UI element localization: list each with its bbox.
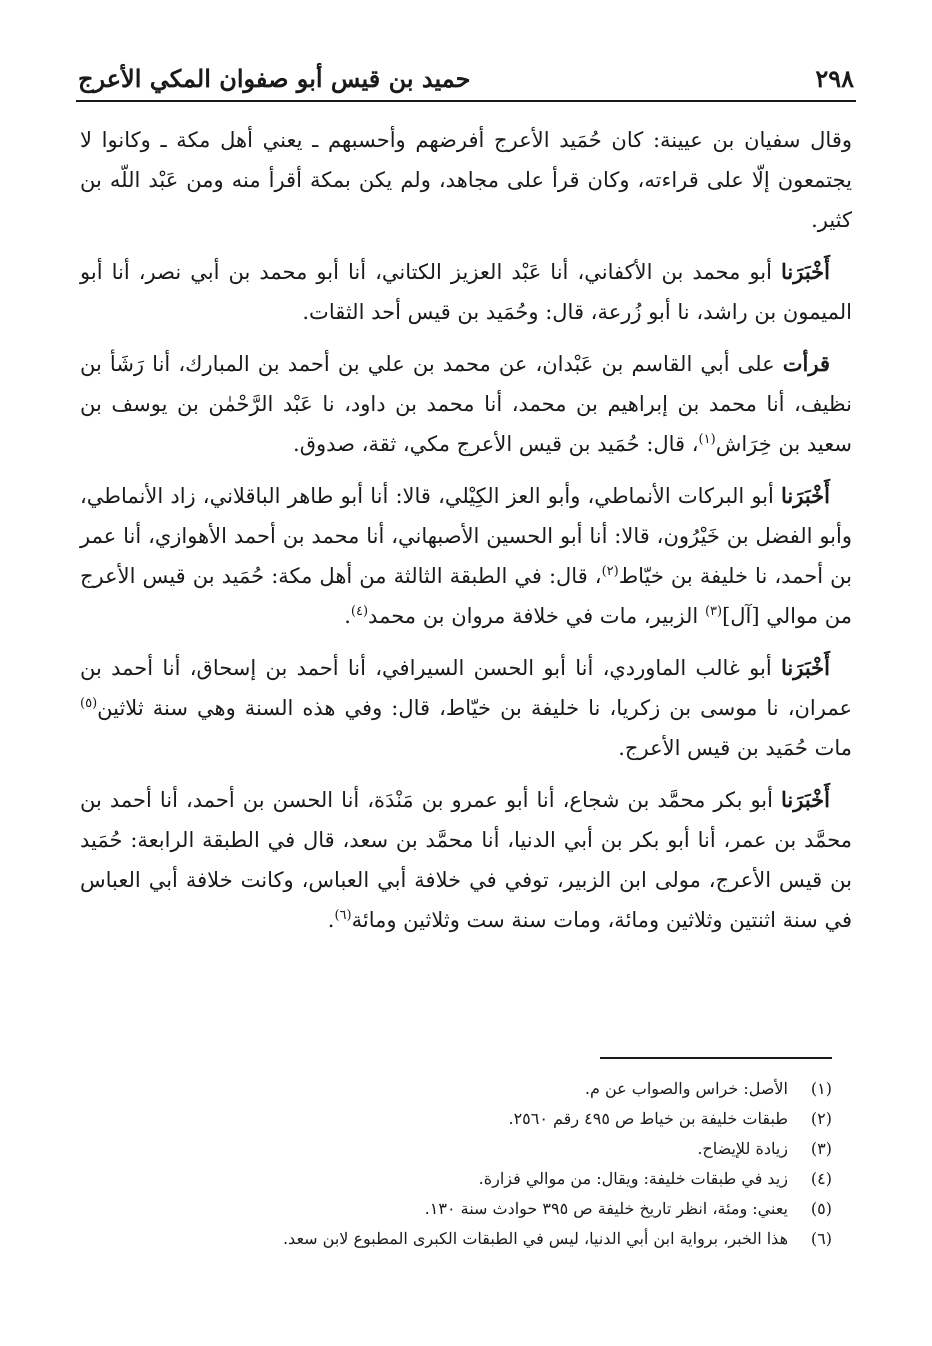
footnote-ref[interactable]: (٤)	[350, 604, 369, 619]
paragraph-text: أبو محمد بن الأكفاني، أنا عَبْد العزيز الكتاني، أنا أبو محمد بن أبي نصر، أنا أبو الميمون بن راشد، نا أبو زُرعة، قال: وحُمَيد بن قيس أحد الثقات.	[80, 260, 852, 324]
footnote-text: زيادة للإيضاح.	[697, 1139, 788, 1158]
paragraph-lead: أَخْبَرَنا	[781, 483, 830, 508]
paragraph-3	[80, 344, 852, 464]
footnote-number: (٤)	[810, 1169, 832, 1188]
footnote-item	[90, 1194, 832, 1224]
paragraph-text-cont: الزبير، مات في خلافة مروان بن محمد	[368, 604, 705, 628]
footnote-number: (٦)	[810, 1229, 832, 1248]
footnote-ref[interactable]: (٦)	[334, 908, 352, 923]
paragraph-1	[80, 120, 852, 240]
footnote-number: (٥)	[810, 1199, 832, 1218]
footnote-item	[90, 1104, 832, 1134]
paragraph-text-cont: ، قال: في الطبقة الثالثة من أهل مكة: حُمَيد بن قيس الأعرج من موالي [آل]	[80, 564, 852, 628]
footnote-item	[90, 1134, 832, 1164]
paragraph-text-cont: .	[327, 908, 335, 932]
paragraph-lead: قرأت	[782, 351, 830, 376]
paragraph-text-cont: .	[344, 604, 351, 628]
paragraph-text: أبو غالب الماوردي، أنا أبو الحسن السيرافي، أنا أحمد بن إسحاق، أنا أحمد بن عمران، نا موسى بن زكريا، نا خليفة بن خيّاط، قال: وفي هذه السنة وهي سنة ثلاثين	[80, 656, 852, 720]
footnote-text: الأصل: خراس والصواب عن م.	[584, 1079, 788, 1098]
footnote-rule	[600, 1057, 832, 1059]
footnote-ref[interactable]: (٢)	[601, 564, 619, 579]
footnote-item	[90, 1074, 832, 1104]
page-header	[78, 58, 854, 98]
footnote-ref[interactable]: (١)	[698, 432, 716, 447]
footnotes	[90, 1074, 832, 1254]
paragraph-lead: أَخْبَرَنا	[781, 655, 830, 680]
footnote-ref[interactable]: (٥)	[80, 696, 98, 711]
paragraph-text-cont: مات حُمَيد بن قيس الأعرج.	[618, 736, 852, 760]
footnote-item	[90, 1224, 832, 1254]
paragraph-text: وقال سفيان بن عيينة: كان حُمَيد الأعرج أفرضهم وأحسبهم ـ يعني أهل مكة ـ وكانوا لا يجتمعون إلّا على قراءته، وكان قرأ على مجاهد، ولم يكن بمكة أقرأ منه ومن عَبْد اللّه بن كثير.	[80, 128, 852, 232]
paragraph-2	[80, 252, 852, 332]
paragraph-6	[80, 780, 852, 940]
footnote-text: طبقات خليفة بن خياط ص ٤٩٥ رقم ٢٥٦٠.	[508, 1109, 788, 1128]
footnote-number: (٣)	[810, 1139, 832, 1158]
paragraph-lead: أَخْبَرَنا	[781, 787, 830, 812]
footnote-text: يعني: ومئة، انظر تاريخ خليفة ص ٣٩٥ حوادث سنة ١٣٠.	[424, 1199, 788, 1218]
paragraph-lead: أَخْبَرَنا	[781, 259, 830, 284]
footnote-text: هذا الخبر، برواية ابن أبي الدنيا، ليس في الطبقات الكبرى المطبوع لابن سعد.	[282, 1229, 788, 1248]
paragraph-text: على أبي القاسم بن عَبْدان، عن محمد بن علي بن أحمد بن المبارك، أنا رَشَأ بن نظيف، أنا محمد بن إبراهيم بن محمد، أنا محمد بن داود، نا عَبْد الرَّحْمٰن بن يوسف بن سعيد بن خِرَاش	[80, 352, 852, 456]
footnote-number: (٢)	[810, 1109, 832, 1128]
paragraph-text: أبو بكر محمَّد بن شجاع، أنا أبو عمرو بن مَنْدَة، أنا الحسن بن أحمد، أنا أحمد بن محمَّد بن عمر، أنا أبو بكر بن أبي الدنيا، أنا محمَّد بن سعد، قال في الطبقة الرابعة: حُمَيد بن قيس الأعرج، مولى ابن الزبير، توفي في خلافة أبي العباس، وكانت خلافة أبي العباس في سنة اثنتين وثلاثين ومائة، ومات سنة ست وثلاثين ومائة	[80, 788, 852, 932]
footnote-item	[90, 1164, 832, 1194]
footnote-ref[interactable]: (٣)	[704, 604, 723, 619]
running-title: حميد بن قيس أبو صفوان المكي الأعرج	[78, 63, 471, 93]
paragraph-5	[80, 648, 852, 768]
footnote-text: زيد في طبقات خليفة: ويقال: من موالي فزارة.	[478, 1169, 788, 1188]
page-number: ٢٩٨	[815, 63, 854, 93]
body-text	[80, 120, 852, 952]
paragraph-text-cont: ، قال: حُمَيد بن قيس الأعرج مكي، ثقة، صدوق.	[293, 432, 699, 456]
paragraph-text: أبو البركات الأنماطي، وأبو العز الكِيْلي، قالا: أنا أبو طاهر الباقلاني، زاد الأنماطي، وأبو الفضل بن خَيْرُون، قالا: أنا أبو الحسين الأصبهاني، أنا محمد بن أحمد الأهوازي، أنا عمر بن أحمد، نا خليفة بن خيّاط	[80, 484, 852, 588]
footnote-number: (١)	[810, 1079, 832, 1098]
header-rule	[76, 100, 856, 102]
paragraph-4	[80, 476, 852, 636]
